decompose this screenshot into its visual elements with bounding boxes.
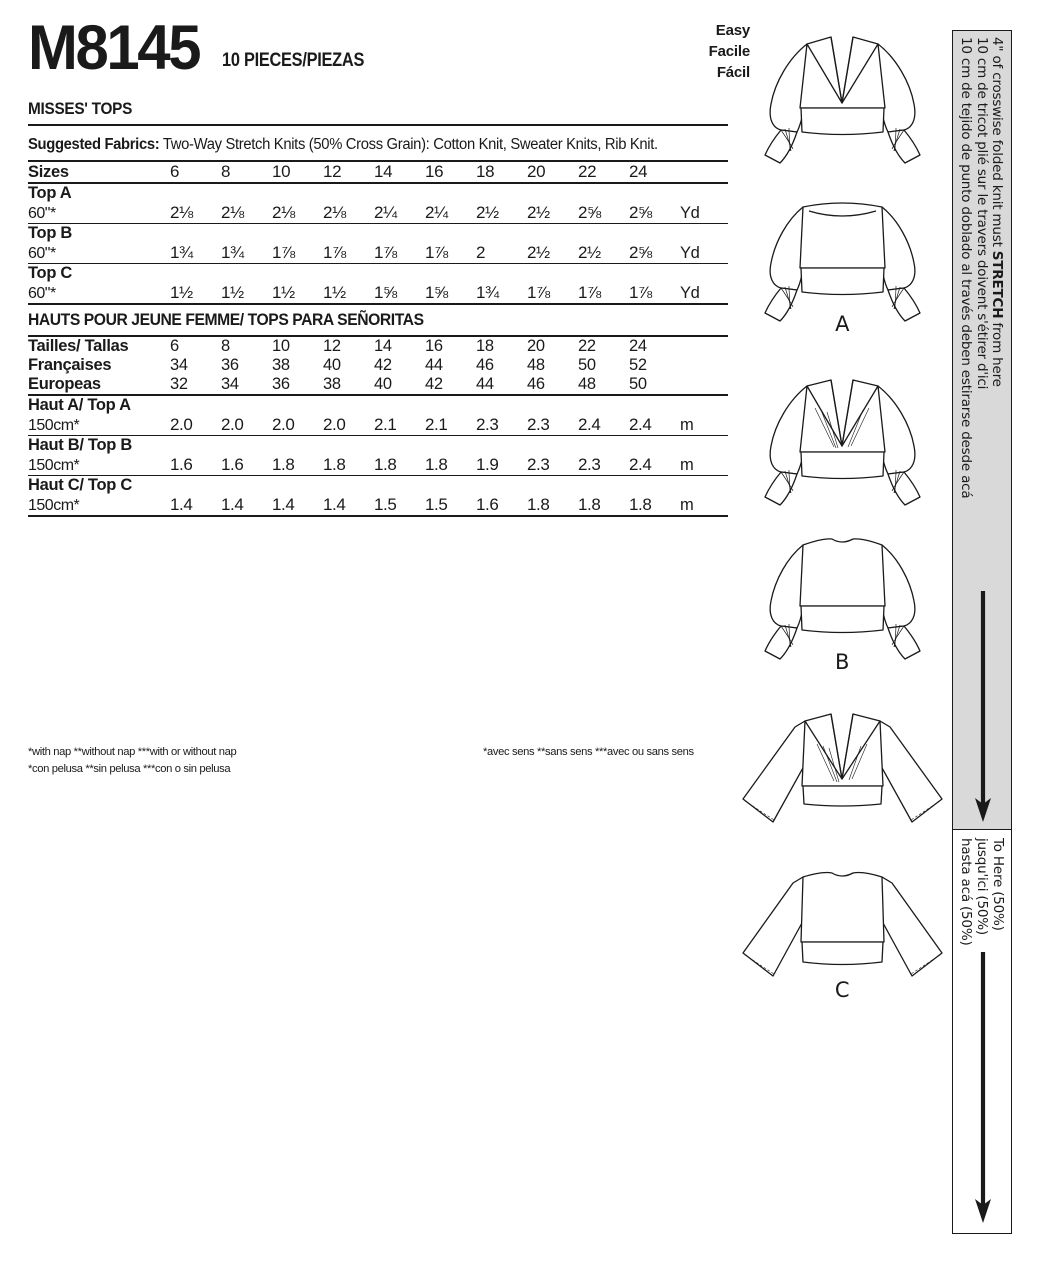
suggested-fabrics xyxy=(28,126,727,160)
europeas-val-8: 48 xyxy=(578,375,596,393)
haut-a-val-0: 2.0 xyxy=(170,415,193,434)
haut-c-val-9: 1.8 xyxy=(629,495,652,514)
top-b-val-1: 1¾ xyxy=(221,243,244,262)
top-a-val-2: 2⅛ xyxy=(272,203,295,222)
haut-a-val-6: 2.3 xyxy=(476,415,499,434)
haut-c-val-6: 1.6 xyxy=(476,495,499,514)
haut-c-val-7: 1.8 xyxy=(527,495,550,514)
tailles-val-8: 22 xyxy=(578,337,596,355)
top-a-val-6: 2½ xyxy=(476,203,499,222)
stretch-gauge-text-es: 10 cm de tejido de punto doblado al través deben estirarse desde acá xyxy=(958,37,974,499)
top-c-val-4: 1⅝ xyxy=(374,283,397,302)
top-a-val-9: 2⅝ xyxy=(629,203,652,222)
size-col-3: 12 xyxy=(323,162,342,181)
difficulty-fr: Facile xyxy=(708,43,750,60)
nap-footnote-fr: *avec sens **sans sens ***avec ou sans sens xyxy=(483,746,694,758)
top-c-val-3: 1½ xyxy=(323,283,346,302)
haut-a-val-7: 2.3 xyxy=(527,415,550,434)
top-c-val-1: 1½ xyxy=(221,283,244,302)
francaises-row xyxy=(28,356,728,375)
width-label-haut-b: 150cm* xyxy=(28,457,80,474)
top-a-val-0: 2⅛ xyxy=(170,203,193,222)
pattern-number: M8145 xyxy=(28,13,200,83)
stretch-gauge-shaded-zone xyxy=(952,30,1012,830)
francaises-val-0: 34 xyxy=(170,356,188,374)
to-here-text-es: hasta acá (50%) xyxy=(958,838,974,946)
size-col-6: 18 xyxy=(476,162,495,181)
haut-b-val-3: 1.8 xyxy=(323,455,346,474)
size-col-5: 16 xyxy=(425,162,444,181)
row-haut-a xyxy=(28,396,728,435)
haut-b-val-6: 1.9 xyxy=(476,455,499,474)
europeas-label: Europeas xyxy=(28,375,101,393)
size-col-8: 22 xyxy=(578,162,597,181)
size-col-0: 6 xyxy=(170,162,180,181)
europeas-row xyxy=(28,375,728,394)
row-title-haut-c: Haut C/ Top C xyxy=(28,476,132,494)
haut-a-val-2: 2.0 xyxy=(272,415,295,434)
haut-c-val-5: 1.5 xyxy=(425,495,448,514)
haut-b-val-8: 2.3 xyxy=(578,455,601,474)
haut-a-val-5: 2.1 xyxy=(425,415,448,434)
top-a-val-4: 2¼ xyxy=(374,203,397,222)
size-col-4: 14 xyxy=(374,162,393,181)
nap-footnote-en: *with nap **without nap ***with or without nap xyxy=(28,746,237,758)
top-b-val-4: 1⅞ xyxy=(374,243,397,262)
haut-a-val-4: 2.1 xyxy=(374,415,397,434)
francaises-val-8: 50 xyxy=(578,356,596,374)
sizes-unit-blank xyxy=(680,162,728,182)
view-c-back-drawing xyxy=(743,873,942,977)
row-title-top-c: Top C xyxy=(28,264,73,282)
top-c-unit: Yd xyxy=(680,284,700,302)
size-col-1: 8 xyxy=(221,162,231,181)
view-c-front-drawing xyxy=(743,714,942,822)
stretch-gauge-text-fr: 10 cm de tricot plié sur le travers doivent s'étirer d'ici xyxy=(974,37,990,390)
tailles-val-7: 20 xyxy=(527,337,545,355)
top-c-val-2: 1½ xyxy=(272,283,295,302)
width-label-top-c: 60"* xyxy=(28,285,56,302)
illustration-view-a-back xyxy=(735,180,950,338)
haut-b-val-1: 1.6 xyxy=(221,455,244,474)
illustration-view-b-front xyxy=(735,368,950,518)
francaises-val-9: 52 xyxy=(629,356,647,374)
figure-letter-a: A xyxy=(835,312,850,336)
stretch-gauge xyxy=(952,30,1012,1234)
top-c-val-0: 1½ xyxy=(170,283,193,302)
yardage-tables xyxy=(28,100,728,517)
francaises-val-7: 48 xyxy=(527,356,545,374)
europeas-val-0: 32 xyxy=(170,375,188,393)
top-b-val-9: 2⅝ xyxy=(629,243,652,262)
metric-size-conversion-table xyxy=(28,337,728,394)
row-title-haut-a: Haut A/ Top A xyxy=(28,396,131,414)
row-title-top-b: Top B xyxy=(28,224,73,242)
suggested-fabrics-text: Two-Way Stretch Knits (50% Cross Grain): Cotton Knit, Sweater Knits, Rib Knit. xyxy=(162,136,658,153)
haut-b-val-4: 1.8 xyxy=(374,455,397,474)
francaises-val-6: 46 xyxy=(476,356,494,374)
view-a-back-drawing xyxy=(765,203,920,321)
haut-b-val-9: 2.4 xyxy=(629,455,652,474)
europeas-val-2: 36 xyxy=(272,375,290,393)
top-c-val-8: 1⅞ xyxy=(578,283,601,302)
size-col-7: 20 xyxy=(527,162,546,181)
sizes-header-row xyxy=(28,162,728,182)
top-a-val-8: 2⅝ xyxy=(578,203,601,222)
top-b-val-3: 1⅞ xyxy=(323,243,346,262)
view-b-back-drawing xyxy=(765,539,920,659)
top-c-val-5: 1⅝ xyxy=(425,283,448,302)
europeas-unit-blank xyxy=(680,375,728,394)
haut-c-val-1: 1.4 xyxy=(221,495,244,514)
haut-b-val-7: 2.3 xyxy=(527,455,550,474)
tailles-val-5: 16 xyxy=(425,337,443,355)
francaises-label: Françaises xyxy=(28,356,112,374)
width-label-haut-a: 150cm* xyxy=(28,417,80,434)
haut-c-val-0: 1.4 xyxy=(170,495,193,514)
haut-c-val-2: 1.4 xyxy=(272,495,295,514)
row-haut-c xyxy=(28,476,728,515)
top-b-val-2: 1⅞ xyxy=(272,243,295,262)
view-b-front-drawing xyxy=(765,380,920,505)
header xyxy=(28,13,728,83)
illustration-view-c-front xyxy=(735,700,950,850)
tailles-val-6: 18 xyxy=(476,337,494,355)
haut-a-val-8: 2.4 xyxy=(578,415,601,434)
size-col-9: 24 xyxy=(629,162,648,181)
top-b-unit: Yd xyxy=(680,244,700,262)
europeas-val-6: 44 xyxy=(476,375,494,393)
haut-c-unit: m xyxy=(680,496,694,514)
europeas-val-1: 34 xyxy=(221,375,239,393)
haut-a-val-9: 2.4 xyxy=(629,415,652,434)
row-top-a xyxy=(28,184,728,223)
tailles-val-4: 14 xyxy=(374,337,392,355)
nap-footnotes-left xyxy=(28,744,236,777)
francaises-val-3: 40 xyxy=(323,356,341,374)
size-col-2: 10 xyxy=(272,162,291,181)
tailles-val-3: 12 xyxy=(323,337,341,355)
top-a-val-5: 2¼ xyxy=(425,203,448,222)
europeas-val-5: 42 xyxy=(425,375,443,393)
haut-b-unit: m xyxy=(680,456,694,474)
top-a-unit: Yd xyxy=(680,204,700,222)
width-label-top-a: 60"* xyxy=(28,205,56,222)
tailles-val-2: 10 xyxy=(272,337,290,355)
haut-c-val-3: 1.4 xyxy=(323,495,346,514)
europeas-val-9: 50 xyxy=(629,375,647,393)
sizes-label: Sizes xyxy=(28,163,69,181)
illustration-view-a-front xyxy=(735,20,950,180)
top-b-val-5: 1⅞ xyxy=(425,243,448,262)
row-top-b xyxy=(28,224,728,263)
category-title: MISSES' TOPS xyxy=(28,100,133,118)
europeas-val-4: 40 xyxy=(374,375,392,393)
top-c-val-6: 1¾ xyxy=(476,283,499,302)
piece-count: 10 PIECES/PIEZAS xyxy=(222,50,365,71)
top-b-val-8: 2½ xyxy=(578,243,601,262)
francaises-val-2: 38 xyxy=(272,356,290,374)
imperial-yardage-table xyxy=(28,162,728,182)
stretch-gauge-arrow-bottom xyxy=(974,952,992,1224)
view-a-front-drawing xyxy=(765,37,920,163)
haut-a-unit: m xyxy=(680,416,694,434)
to-here-text-en: To Here (50%) xyxy=(990,838,1006,931)
haut-c-val-8: 1.8 xyxy=(578,495,601,514)
top-c-val-9: 1⅞ xyxy=(629,283,652,302)
top-a-val-3: 2⅛ xyxy=(323,203,346,222)
figure-letter-c: C xyxy=(834,978,851,1002)
stretch-gauge-text-en: 4" of crosswise folded knit must STRETCH from here xyxy=(989,37,1005,387)
width-label-top-b: 60"* xyxy=(28,245,56,262)
haut-a-val-1: 2.0 xyxy=(221,415,244,434)
top-a-val-7: 2½ xyxy=(527,203,550,222)
row-haut-b xyxy=(28,436,728,475)
tailles-tallas-row xyxy=(28,337,728,356)
top-c-val-7: 1⅞ xyxy=(527,283,550,302)
europeas-val-3: 38 xyxy=(323,375,341,393)
tailles-label: Tailles/ Tallas xyxy=(28,337,129,355)
nap-footnote-es: *con pelusa **sin pelusa ***con o sin pelusa xyxy=(28,762,231,775)
tailles-val-9: 24 xyxy=(629,337,647,355)
garment-illustrations xyxy=(735,20,950,1010)
top-b-val-7: 2½ xyxy=(527,243,550,262)
difficulty-es: Fácil xyxy=(716,64,750,81)
difficulty-rating xyxy=(630,20,750,83)
suggested-fabrics-label: Suggested Fabrics: xyxy=(28,136,160,153)
top-a-val-1: 2⅛ xyxy=(221,203,244,222)
row-title-top-a: Top A xyxy=(28,184,72,202)
width-label-haut-c: 150cm* xyxy=(28,497,80,514)
haut-a-val-3: 2.0 xyxy=(323,415,346,434)
stretch-gauge-white-zone xyxy=(952,830,1012,1234)
top-b-val-6: 2 xyxy=(476,243,486,262)
stretch-gauge-arrow-top xyxy=(974,591,992,823)
francaises-val-1: 36 xyxy=(221,356,239,374)
haut-c-val-4: 1.5 xyxy=(374,495,397,514)
europeas-val-7: 46 xyxy=(527,375,545,393)
metric-section-title: HAUTS POUR JEUNE FEMME/ TOPS PARA SEÑORITAS xyxy=(28,311,424,329)
haut-b-val-5: 1.8 xyxy=(425,455,448,474)
illustration-view-c-back xyxy=(735,850,950,1010)
francaises-unit-blank xyxy=(680,356,728,375)
row-top-c xyxy=(28,264,728,303)
francaises-val-5: 44 xyxy=(425,356,443,374)
top-b-val-0: 1¾ xyxy=(170,243,193,262)
francaises-val-4: 42 xyxy=(374,356,392,374)
to-here-text-fr: jusqu'ici (50%) xyxy=(974,838,990,935)
haut-b-val-0: 1.6 xyxy=(170,455,193,474)
tailles-val-1: 8 xyxy=(221,337,230,355)
tailles-val-0: 6 xyxy=(170,337,179,355)
figure-letter-b: B xyxy=(835,650,850,674)
illustration-view-b-back xyxy=(735,518,950,676)
tailles-unit-blank xyxy=(680,337,728,356)
nap-footnotes-right xyxy=(483,744,694,761)
difficulty-en: Easy xyxy=(715,22,750,39)
haut-b-val-2: 1.8 xyxy=(272,455,295,474)
row-title-haut-b: Haut B/ Top B xyxy=(28,436,132,454)
